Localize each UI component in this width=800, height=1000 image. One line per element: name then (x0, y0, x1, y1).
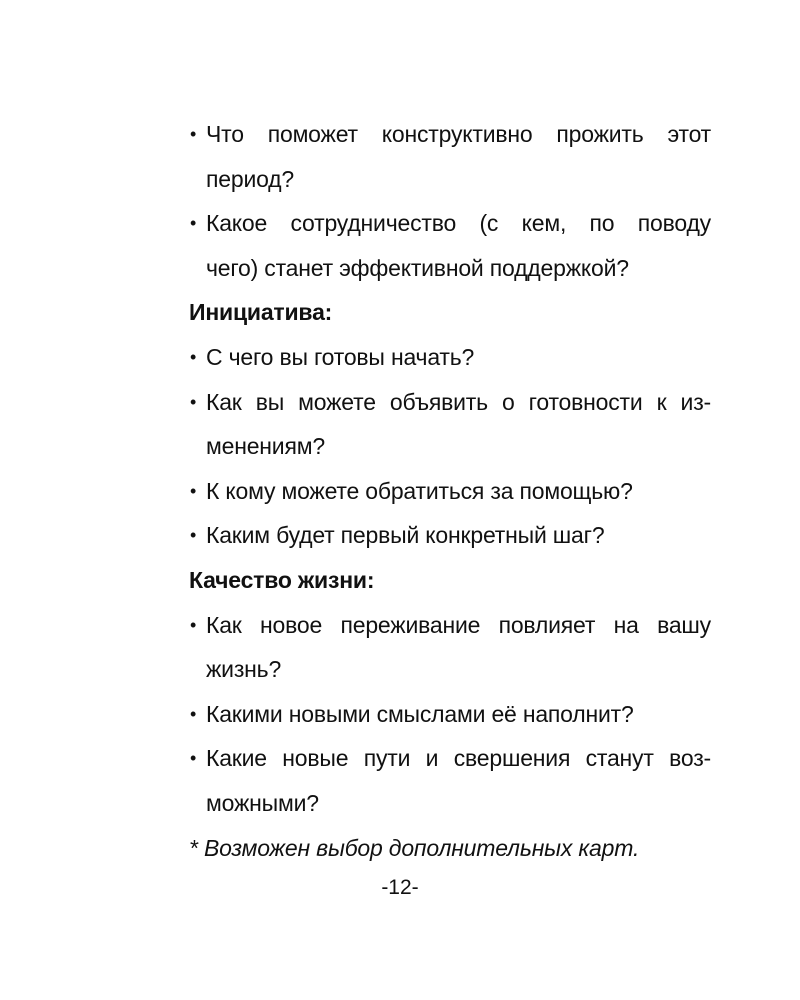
bullet-icon: • (190, 480, 197, 501)
bullet-text: Каким будет первый конкретный шаг? (206, 522, 605, 549)
bullet-text: Какое сотрудничество (с кем, по поводу (206, 210, 711, 237)
bullet-text: Как вы можете объявить о готовности к из- (206, 388, 711, 415)
bullet-icon: • (190, 346, 197, 367)
bullet-item (189, 603, 711, 648)
bullet-item (189, 736, 711, 781)
bullet-item (189, 380, 711, 425)
bullet-text: Как новое переживание повлияет на вашу (206, 611, 711, 638)
page-content (189, 112, 711, 870)
bullet-item (189, 335, 711, 380)
bullet-icon: • (190, 748, 197, 769)
bullet-continuation (189, 157, 711, 202)
bullet-item (189, 469, 711, 514)
bullet-item (189, 112, 711, 157)
bullet-text: К кому можете обратиться за помощью? (206, 477, 633, 504)
section-heading-quality-of-life: Качество жизни: (189, 566, 375, 593)
bullet-icon: • (190, 391, 197, 412)
bullet-text: менениям? (206, 433, 325, 460)
bullet-item (189, 513, 711, 558)
bullet-continuation (189, 647, 711, 692)
bullet-item (189, 692, 711, 737)
footnote: * Возможен выбор дополнительных карт. (189, 834, 640, 861)
section-heading-initiative: Инициатива: (189, 299, 333, 326)
bullet-icon: • (190, 213, 197, 234)
bullet-continuation (189, 781, 711, 826)
bullet-text: чего) станет эффективной поддержкой? (206, 254, 629, 281)
bullet-icon: • (190, 124, 197, 144)
bullet-continuation (189, 424, 711, 469)
bullet-text: можными? (206, 789, 319, 816)
page-number: -12- (381, 876, 419, 899)
bullet-text: Какие новые пути и свершения станут воз- (206, 745, 711, 772)
bullet-text: Какими новыми смыслами её наполнит? (206, 700, 634, 727)
bullet-text: жизнь? (206, 656, 282, 683)
bullet-icon: • (190, 614, 197, 635)
bullet-text: Что поможет конструктивно прожить этот (206, 121, 711, 147)
bullet-text: период? (206, 165, 294, 192)
bullet-icon: • (190, 525, 197, 546)
bullet-item (189, 201, 711, 246)
bullet-icon: • (190, 703, 197, 724)
bullet-continuation (189, 246, 711, 291)
bullet-text: С чего вы готовы начать? (206, 343, 475, 370)
